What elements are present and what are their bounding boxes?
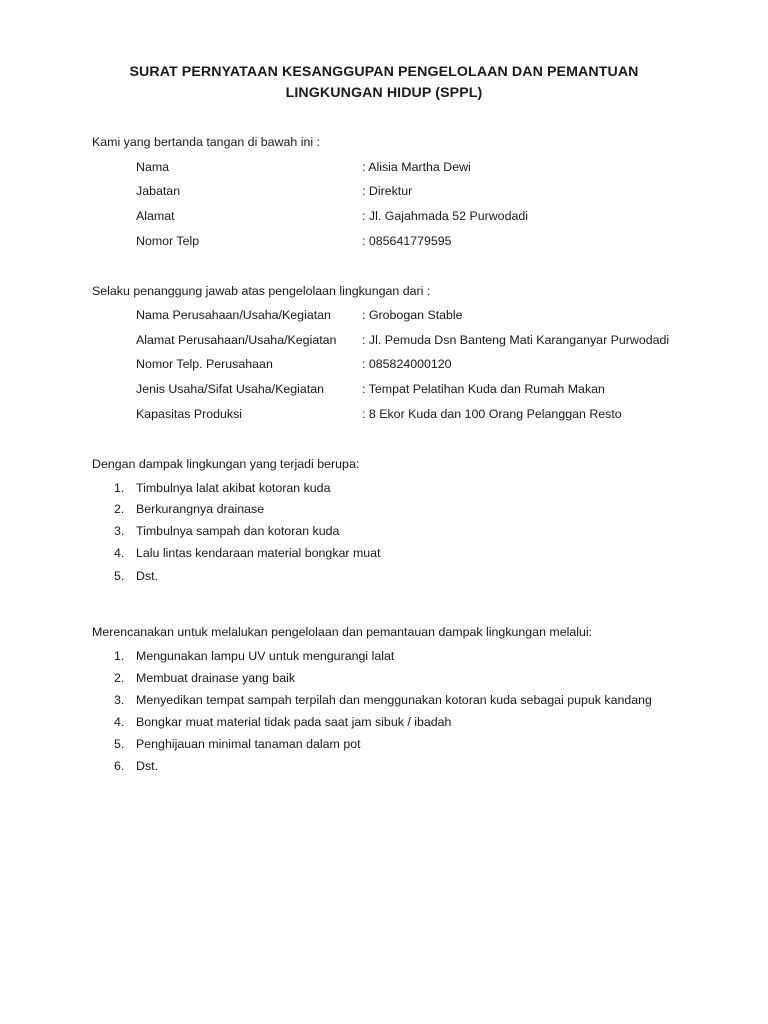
list-text: Lalu lintas kendaraan material bongkar muat xyxy=(136,546,381,560)
list-number: 6. xyxy=(114,759,125,773)
list-text: Timbulnya sampah dan kotoran kuda xyxy=(136,524,340,538)
list-number: 5. xyxy=(114,737,125,751)
company-value: : Jl. Pemuda Dsn Banteng Mati Karanganyar Purwodadi xyxy=(362,333,670,347)
company-value: : Tempat Pelatihan Kuda dan Rumah Makan xyxy=(362,382,605,396)
list-text: Menyedikan tempat sampah terpilah dan menggunakan kotoran kuda sebagai pupuk kandang xyxy=(136,693,652,707)
intro-text: Kami yang bertanda tangan di bawah ini : xyxy=(92,135,321,149)
list-number: 3. xyxy=(114,693,125,707)
company-label: Kapasitas Produksi xyxy=(136,407,243,421)
company-label: Alamat Perusahaan/Usaha/Kegiatan xyxy=(136,333,337,347)
signer-label: Alamat xyxy=(136,209,175,223)
responsible-intro-text: Selaku penanggung jawab atas pengelolaan lingkungan dari : xyxy=(92,284,431,298)
signer-value: : Direktur xyxy=(362,184,413,198)
impact-intro-text: Dengan dampak lingkungan yang terjadi berupa: xyxy=(92,457,360,471)
company-value: : 085824000120 xyxy=(362,357,452,371)
list-number: 2. xyxy=(114,671,125,685)
list-number: 5. xyxy=(114,569,125,583)
company-label: Nama Perusahaan/Usaha/Kegiatan xyxy=(136,308,331,322)
list-number: 4. xyxy=(114,546,125,560)
document-title-line-2: LINGKUNGAN HIDUP (SPPL) xyxy=(285,85,483,101)
list-text: Bongkar muat material tidak pada saat jam sibuk / ibadah xyxy=(136,715,452,729)
document-title-line-1: SURAT PERNYATAAN KESANGGUPAN PENGELOLAAN DAN PEMANTUAN xyxy=(129,64,639,80)
list-text: Berkurangnya drainase xyxy=(136,502,265,516)
company-label: Nomor Telp. Perusahaan xyxy=(136,357,273,371)
signer-label: Jabatan xyxy=(136,184,181,198)
signer-label: Nama xyxy=(136,160,170,174)
list-number: 3. xyxy=(114,524,125,538)
company-value: : Grobogan Stable xyxy=(362,308,463,322)
list-number: 4. xyxy=(114,715,125,729)
signer-value: : Jl. Gajahmada 52 Purwodadi xyxy=(362,209,528,223)
company-label: Jenis Usaha/Sifat Usaha/Kegiatan xyxy=(136,382,325,396)
signer-value: : Alisia Martha Dewi xyxy=(362,160,471,174)
list-number: 1. xyxy=(114,649,125,663)
list-text: Mengunakan lampu UV untuk mengurangi lalat xyxy=(136,649,395,663)
signer-value: : 085641779595 xyxy=(362,234,452,248)
company-value: : 8 Ekor Kuda dan 100 Orang Pelanggan Resto xyxy=(362,407,622,421)
signer-label: Nomor Telp xyxy=(136,234,200,248)
plan-intro-text: Merencanakan untuk melalukan pengelolaan dan pemantauan dampak lingkungan melalui: xyxy=(92,625,593,639)
list-text: Timbulnya lalat akibat kotoran kuda xyxy=(136,481,331,495)
document-title xyxy=(0,62,768,104)
list-text: Penghijauan minimal tanaman dalam pot xyxy=(136,737,361,751)
list-text: Membuat drainase yang baik xyxy=(136,671,296,685)
list-text: Dst. xyxy=(136,759,159,773)
list-number: 2. xyxy=(114,502,125,516)
list-text: Dst. xyxy=(136,569,159,583)
list-number: 1. xyxy=(114,481,125,495)
